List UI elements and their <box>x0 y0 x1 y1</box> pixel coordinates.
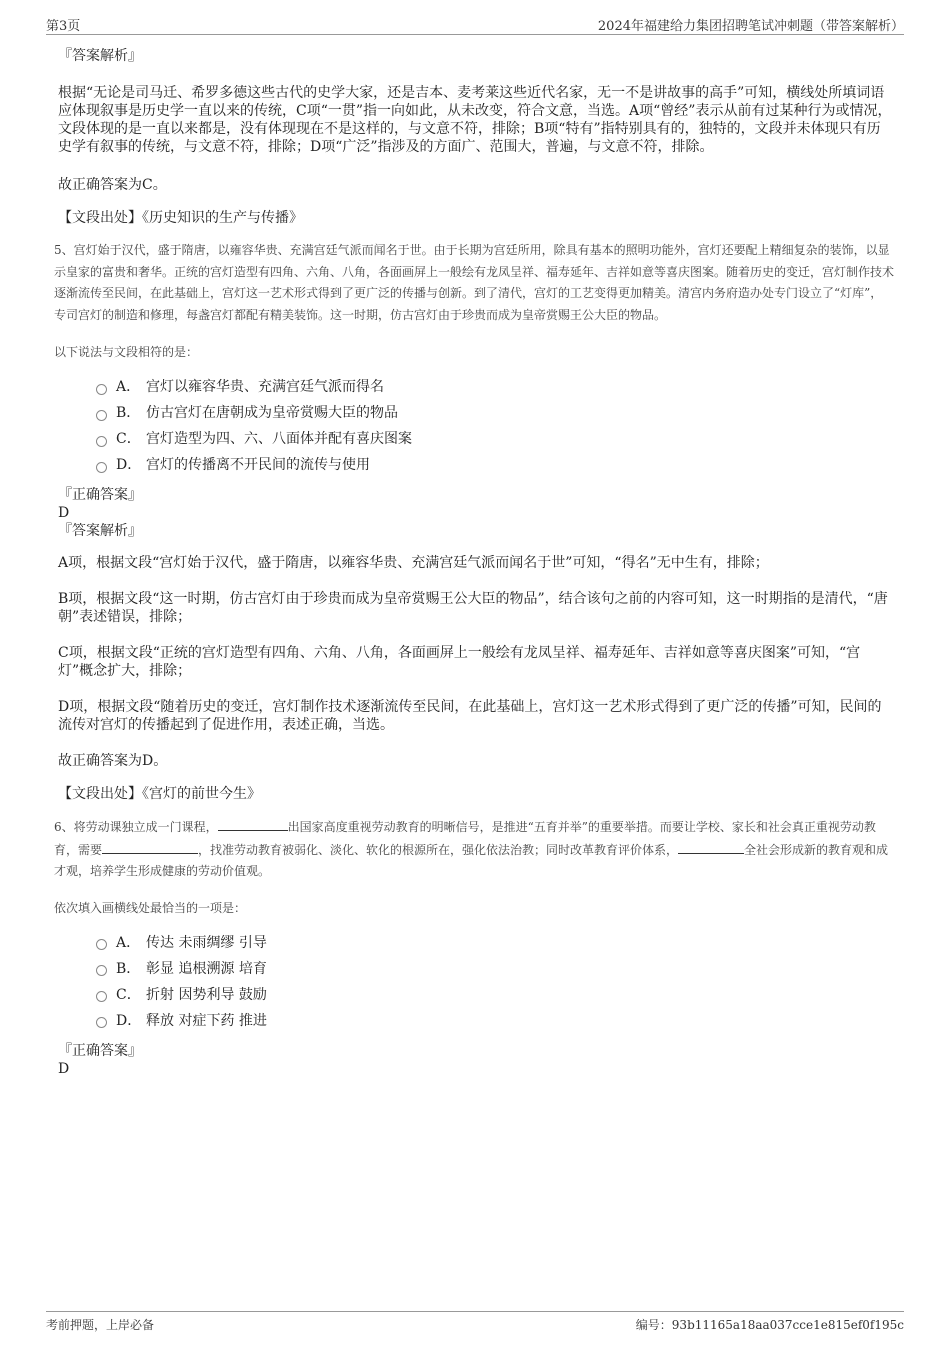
correct-answer: D <box>58 1060 70 1077</box>
page-number: 第3页 <box>46 19 81 34</box>
document-body <box>54 44 895 1078</box>
radio-icon[interactable] <box>96 462 107 473</box>
option-a[interactable]: A． 宫灯以雍容华贵、充满宫廷气派而得名 <box>96 374 894 400</box>
option-d[interactable]: D． 释放 对症下药 推进 <box>96 1008 894 1034</box>
analysis-label: 『答案解析』 <box>58 48 142 64</box>
analysis-a: A项，根据文段“宫灯始于汉代，盛于隋唐，以雍容华贵、充满宫廷气派而闻名于世”可知，“得名”无中生有，排除； <box>58 555 769 571</box>
radio-icon[interactable] <box>96 384 107 395</box>
fill-blank-2[interactable] <box>102 839 198 854</box>
analysis-c: C项，根据文段“正统的宫灯造型有四角、六角、八角，各面画屏上一般绘有龙凤呈祥、福寿延年、吉祥如意等喜庆图案”可知，“宫灯”概念扩大，排除； <box>58 645 861 679</box>
analysis-d: D项，根据文段“随着历史的变迁，宫灯制作技术逐渐流传至民间，在此基础上，宫灯这一艺术形式得到了更广泛的传播”可知，民间的流传对宫灯的传播起到了促进作用，表述正确，当选。 <box>58 699 882 733</box>
question-6-options <box>96 930 894 1034</box>
document-title: 2024年福建给力集团招聘笔试冲刺题（带答案解析） <box>597 19 904 34</box>
passage-source: 【文段出处】《历史知识的生产与传播》 <box>58 210 303 226</box>
page-footer <box>46 1311 904 1336</box>
question-5-options <box>96 374 894 478</box>
page-header <box>46 12 904 35</box>
analysis-label: 『答案解析』 <box>58 523 142 539</box>
correct-answer-label: 『正确答案』 <box>58 1042 142 1059</box>
question-6-prompt: 依次填入画横线处最恰当的一项是： <box>54 900 247 915</box>
radio-icon[interactable] <box>96 410 107 421</box>
conclusion: 故正确答案为C。 <box>58 177 167 193</box>
option-c[interactable]: C． 折射 因势利导 鼓励 <box>96 982 894 1008</box>
radio-icon[interactable] <box>96 991 107 1002</box>
option-b[interactable]: B． 仿古宫灯在唐朝成为皇帝赏赐大臣的物品 <box>96 400 894 426</box>
conclusion: 故正确答案为D。 <box>58 753 168 769</box>
option-a[interactable]: A． 传达 未雨绸缪 引导 <box>96 930 894 956</box>
question-5-text: 5、宫灯始于汉代，盛于隋唐，以雍容华贵、充满宫廷气派而闻名于世。由于长期为宫廷所用，除具有基本的照明功能外，宫灯还要配上精细复杂的装饰，以显示皇家的富贵和奢华。正统的宫灯造型有四角、六角、八角，各面画屏上一般绘有龙凤呈祥、福寿延年、吉祥如意等喜庆图案。随着历史的变迁，宫灯制作技术逐渐流传至民间，在此基础上，宫灯这一艺术形式得到了更广泛的传播与创新。到了清代，宫灯的工艺变得更加精美。清宫内务府造办处专门设立了“灯库”，专司宫灯的制造和修理，每盏宫灯都配有精美装饰。这一时期，仿古宫灯由于珍贵而成为皇帝赏赐王公大臣的物品。 <box>54 243 895 322</box>
analysis-text: 根据“无论是司马迁、希罗多德这些古代的史学大家，还是吉本、麦考莱这些近代名家，无一不是讲故事的高手”可知，横线处所填词语应体现叙事是历史学一直以来的传统，C项“一贯”指一向如此，从未改变，符合文意，当选。A项“曾经”表示从前有过某种行为或情况，文段体现的是一直以来都是，没有体现现在不是这样的，与文意不符，排除；B项“特有”指特别具有的，独特的，文段并未体现只有历史学有叙事的传统，与文意不符，排除；D项“广泛”指涉及的方面广、范围大，普遍，与文意不符，排除。 <box>58 85 892 155</box>
radio-icon[interactable] <box>96 436 107 447</box>
option-b[interactable]: B． 彰显 追根溯源 培育 <box>96 956 894 982</box>
question-5-prompt: 以下说法与文段相符的是： <box>54 345 199 359</box>
correct-answer-label: 『正确答案』 <box>58 487 142 503</box>
radio-icon[interactable] <box>96 965 107 976</box>
footer-slogan: 考前押题，上岸必备 <box>46 1318 155 1332</box>
option-c[interactable]: C． 宫灯造型为四、六、八面体并配有喜庆图案 <box>96 426 894 452</box>
radio-icon[interactable] <box>96 1017 107 1028</box>
analysis-b: B项，根据文段“这一时期，仿古宫灯由于珍贵而成为皇帝赏赐王公大臣的物品”，结合该句之前的内容可知，这一时期指的是清代，“唐朝”表述错误，排除； <box>58 591 888 625</box>
fill-blank-1[interactable] <box>218 816 288 831</box>
passage-source: 【文段出处】《宫灯的前世今生》 <box>58 786 261 802</box>
question-6-text: 6、将劳动课独立成一门课程， 出国家高度重视劳动教育的明晰信号，是推进“五育并举”的重要举措。而要让学校、家长和社会真正重视劳动教育，需要 ，找准劳动教育被弱化、淡化、软化的根源所在，强化依法治教；同时改革教育评价体系， 全社会形成新的教育观和成才观，培养学生形成健康的劳动价值观。 <box>54 816 894 883</box>
radio-icon[interactable] <box>96 939 107 950</box>
option-d[interactable]: D． 宫灯的传播离不开民间的流传与使用 <box>96 452 894 478</box>
correct-answer: D <box>58 505 70 521</box>
document-id: 编号：93b11165a18aa037cce1e815ef0f195c <box>635 1318 904 1332</box>
fill-blank-3[interactable] <box>678 839 744 854</box>
